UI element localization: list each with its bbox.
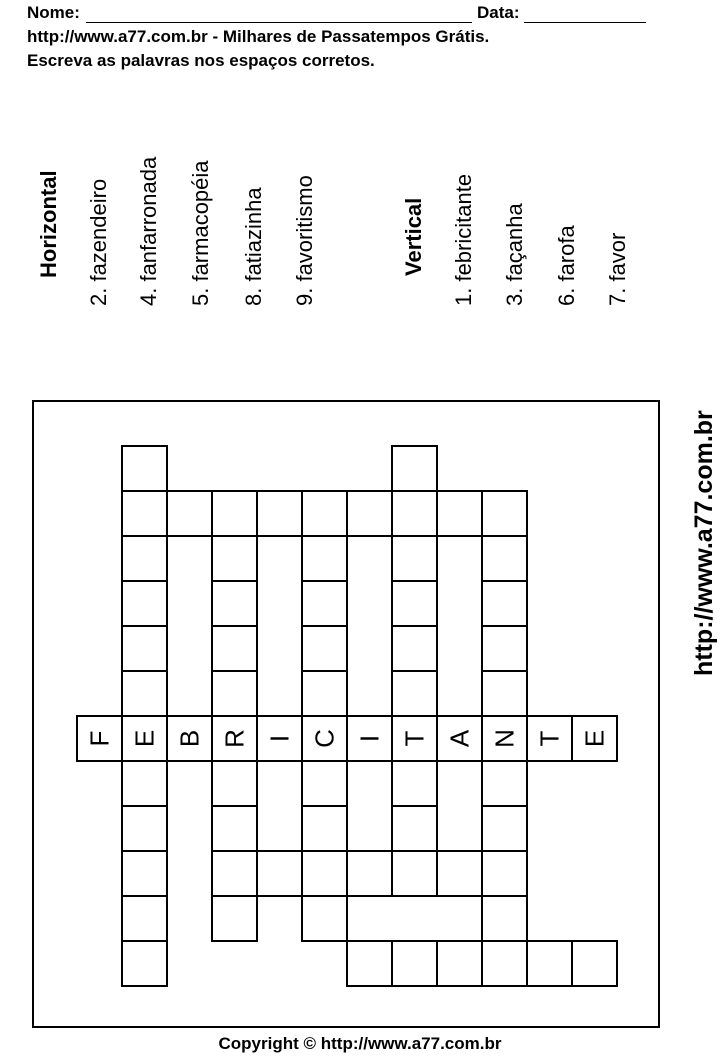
grid-letter: E [129, 729, 160, 748]
grid-letter: R [219, 729, 250, 748]
grid-cell[interactable] [257, 851, 302, 896]
grid-cell[interactable] [392, 536, 437, 581]
grid-letter: B [174, 729, 205, 748]
grid-cell[interactable] [122, 896, 167, 941]
grid-cell[interactable] [392, 671, 437, 716]
grid-cell[interactable] [482, 896, 527, 941]
grid-cell[interactable] [257, 716, 302, 761]
grid-cell[interactable] [482, 761, 527, 806]
grid-letter: N [489, 729, 520, 748]
clue-h-3: 5. farmacopéia [188, 160, 213, 306]
grid-cell[interactable] [392, 716, 437, 761]
grid-cell[interactable] [77, 716, 122, 761]
grid-cell[interactable] [302, 716, 347, 761]
grid-cell[interactable] [392, 491, 437, 536]
grid-cell[interactable] [167, 716, 212, 761]
grid-cell[interactable] [482, 671, 527, 716]
grid-cell[interactable] [122, 941, 167, 986]
grid-cell[interactable] [212, 716, 257, 761]
grid-cell[interactable] [257, 491, 302, 536]
grid-cell[interactable] [482, 626, 527, 671]
grid-cell[interactable] [167, 491, 212, 536]
grid-cell[interactable] [212, 626, 257, 671]
grid-cell[interactable] [482, 536, 527, 581]
clue-v-1: 1. febricitante [451, 173, 476, 306]
name-label: Nome: [27, 3, 80, 22]
grid-cell[interactable] [122, 851, 167, 896]
date-line[interactable] [524, 22, 646, 23]
horizontal-title: Horizontal [36, 170, 61, 278]
grid-cell[interactable] [392, 446, 437, 491]
grid-cell[interactable] [482, 581, 527, 626]
clue-v-2: 3. façanha [502, 203, 527, 306]
grid-letter: T [399, 730, 430, 747]
grid-cell[interactable] [122, 581, 167, 626]
grid-cell[interactable] [527, 716, 572, 761]
grid-letter: I [354, 734, 385, 743]
name-line[interactable] [86, 22, 472, 23]
grid-letter: E [579, 729, 610, 748]
grid-cell[interactable] [392, 626, 437, 671]
grid-cell[interactable] [392, 851, 437, 896]
grid-cell[interactable] [122, 446, 167, 491]
grid-cell[interactable] [437, 941, 482, 986]
grid-cell[interactable] [302, 851, 347, 896]
grid-cell[interactable] [122, 716, 167, 761]
grid-cell[interactable] [302, 761, 347, 806]
grid-letter: T [534, 730, 565, 747]
clue-h-1: 2. fazendeiro [86, 178, 111, 306]
grid-cell[interactable] [482, 491, 527, 536]
grid-letter: F [84, 730, 115, 747]
grid-cell[interactable] [437, 491, 482, 536]
grid-cell[interactable] [212, 536, 257, 581]
side-url: http://www.a77.com.br [690, 410, 718, 676]
clue-h-2: 4. fanfarronada [136, 156, 161, 306]
grid-cell[interactable] [212, 671, 257, 716]
grid-cell[interactable] [122, 761, 167, 806]
grid-cell[interactable] [302, 806, 347, 851]
grid-cell[interactable] [302, 581, 347, 626]
grid-cell[interactable] [212, 896, 257, 941]
grid-cell[interactable] [572, 716, 617, 761]
grid-cell[interactable] [482, 941, 527, 986]
grid-cell[interactable] [437, 851, 482, 896]
grid-cell[interactable] [572, 941, 617, 986]
grid-cell[interactable] [392, 806, 437, 851]
grid-cell[interactable] [347, 716, 392, 761]
grid-letter: I [264, 734, 295, 743]
grid-cell[interactable] [347, 941, 392, 986]
grid-cell[interactable] [392, 581, 437, 626]
copyright-footer: Copyright © http://www.a77.com.br [218, 1034, 502, 1053]
grid-cell[interactable] [302, 491, 347, 536]
grid-cell[interactable] [302, 536, 347, 581]
grid-letter: A [444, 729, 475, 748]
grid-cell[interactable] [482, 716, 527, 761]
grid-cell[interactable] [392, 761, 437, 806]
grid-cell[interactable] [527, 941, 572, 986]
grid-cell[interactable] [212, 851, 257, 896]
grid-cell[interactable] [347, 851, 392, 896]
grid-cell[interactable] [392, 941, 437, 986]
clue-v-3: 6. farofa [554, 225, 579, 306]
grid-cell[interactable] [122, 671, 167, 716]
grid-cell[interactable] [437, 716, 482, 761]
clue-h-4: 8. fatiazinha [241, 187, 266, 306]
grid-cell[interactable] [212, 806, 257, 851]
grid-cell[interactable] [212, 491, 257, 536]
grid-cell[interactable] [122, 806, 167, 851]
grid-letter: C [309, 729, 340, 748]
vertical-title: Vertical [401, 197, 426, 276]
grid-cell[interactable] [482, 851, 527, 896]
grid-cell[interactable] [212, 761, 257, 806]
instruction-text: Escreva as palavras nos espaços corretos. [27, 51, 375, 70]
grid-cell[interactable] [122, 536, 167, 581]
grid-cell[interactable] [122, 626, 167, 671]
grid-cell[interactable] [482, 806, 527, 851]
grid-cell[interactable] [302, 671, 347, 716]
site-line: http://www.a77.com.br - Milhares de Passatempos Grátis. [27, 27, 490, 46]
grid-cell[interactable] [212, 581, 257, 626]
grid-cell[interactable] [122, 491, 167, 536]
clue-v-4: 7. favor [605, 232, 630, 306]
grid-cell[interactable] [347, 491, 392, 536]
grid-cell[interactable] [302, 896, 347, 941]
grid-cell[interactable] [302, 626, 347, 671]
clue-h-5: 9. favoritismo [292, 175, 317, 306]
date-label: Data: [477, 3, 520, 22]
